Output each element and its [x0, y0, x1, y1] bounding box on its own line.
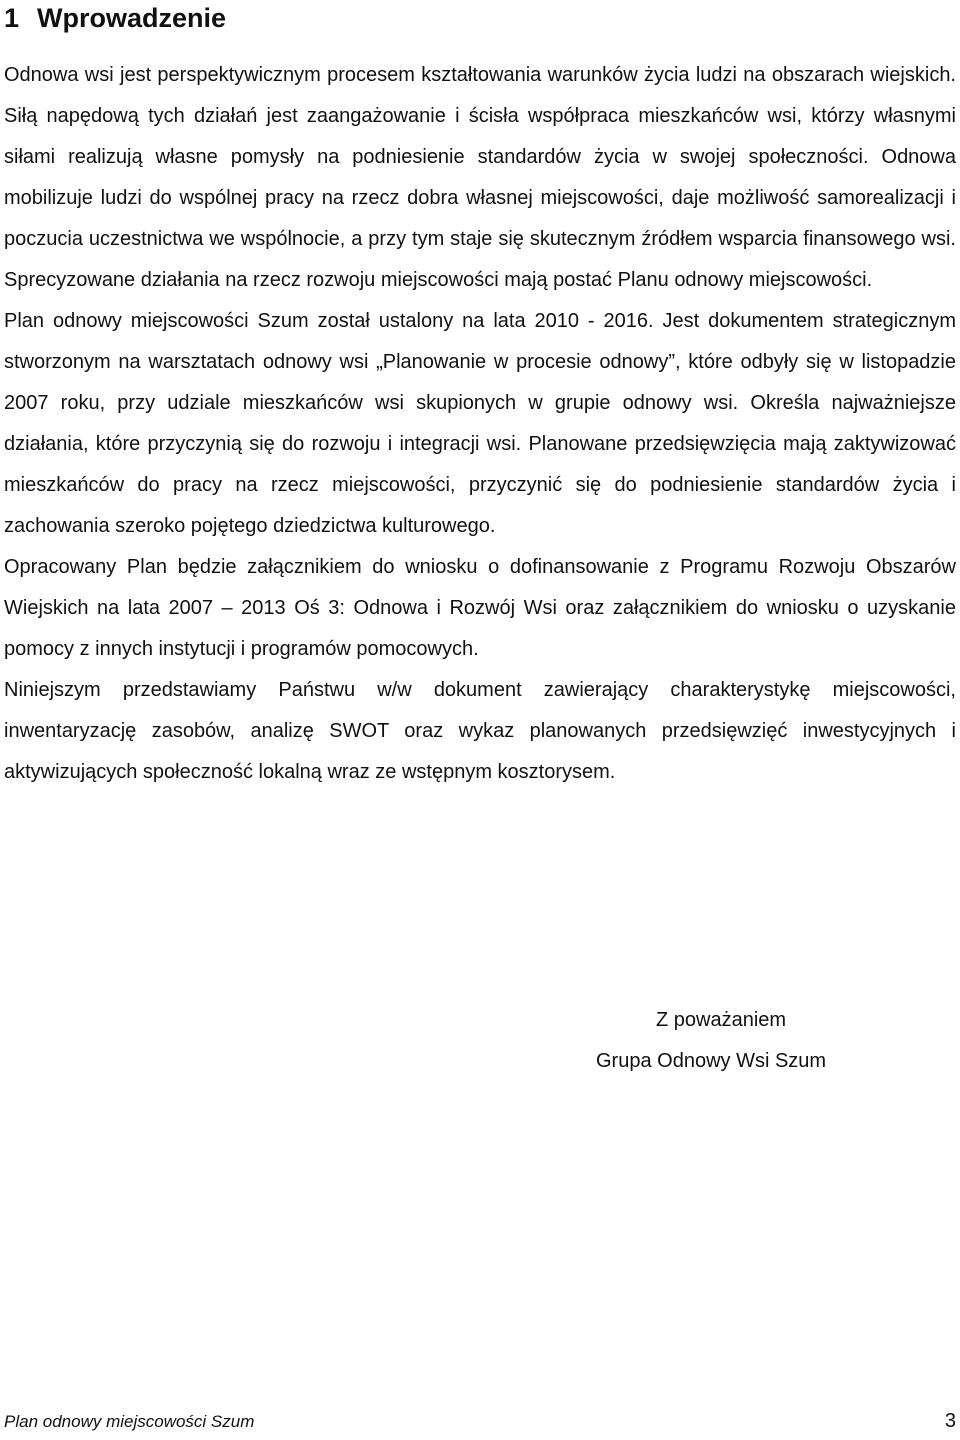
document-page — [4, 0, 956, 793]
section-heading — [4, 0, 956, 34]
page-footer — [4, 1410, 956, 1433]
signature-block — [596, 1000, 826, 1082]
paragraph-intro: Odnowa wsi jest perspektywicznym procesem kształtowania warunków życia ludzi na obszarach wiejskich. Siłą napędową tych działań jest zaangażowanie i ścisła współpraca mieszkańców wsi, którzy własnymi siłami realizują własne pomysły na podniesienie standardów życia w swojej społeczności. Odnowa mobilizuje ludzi do wspólnej pracy na rzecz dobra własnej miejscowości, daje możliwość samorealizacji i poczucia uczestnictwa we wspólnocie, a przy tym staje się skutecznym źródłem wsparcia finansowego wsi. Sprecyzowane działania na rzecz rozwoju miejscowości mają postać Planu odnowy miejscowości. — [4, 64, 956, 291]
paragraph-presentation: Niniejszym przedstawiamy Państwu w/w dokument zawierający charakterystykę miejscowości, inwentaryzację zasobów, analizę SWOT oraz wykaz planowanych przedsięwzięć inwestycyjnych i aktywizujących społeczność lokalną wraz ze wstępnym kosztorysem. — [4, 679, 956, 783]
signature-greeting: Z poważaniem — [656, 1009, 787, 1031]
footer-document-title: Plan odnowy miejscowości Szum — [4, 1412, 255, 1431]
section-title: Wprowadzenie — [37, 3, 227, 33]
page-number: 3 — [944, 1410, 956, 1432]
signature-author: Grupa Odnowy Wsi Szum — [596, 1050, 827, 1072]
section-number: 1 — [4, 3, 20, 33]
paragraph-plan: Plan odnowy miejscowości Szum został ustalony na lata 2010 - 2016. Jest dokumentem strategicznym stworzonym na warsztatach odnowy wsi „Planowanie w procesie odnowy”, które odbyły się w listopadzie 2007 roku, przy udziale mieszkańców wsi skupionych w grupie odnowy wsi. Określa najważniejsze działania, które przyczynią się do rozwoju i integracji wsi. Planowane przedsięwzięcia mają zaktywizować mieszkańców do pracy na rzecz miejscowości, przyczynić się do podniesienie standardów życia i zachowania szeroko pojętego dziedzictwa kulturowego. — [4, 310, 956, 537]
paragraph-attachment: Opracowany Plan będzie załącznikiem do wniosku o dofinansowanie z Programu Rozwoju Obszarów Wiejskich na lata 2007 – 2013 Oś 3: Odnowa i Rozwój Wsi oraz załącznikiem do wniosku o uzyskanie pomocy z innych instytucji i programów pomocowych. — [4, 556, 956, 660]
